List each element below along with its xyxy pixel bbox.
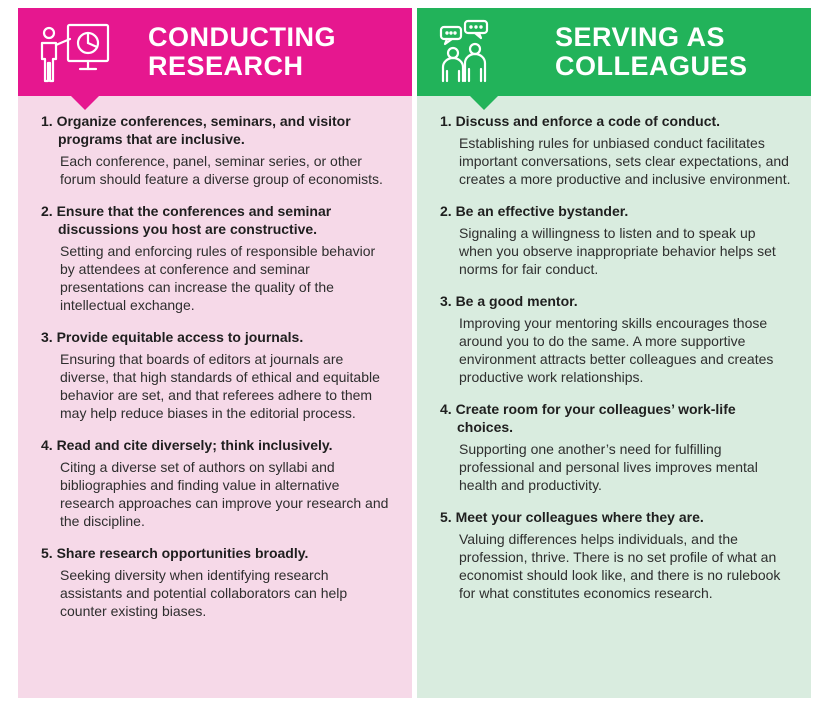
serving-as-colleagues-panel [417, 8, 811, 698]
list-item [18, 112, 412, 188]
item-description: Setting and enforcing rules of responsible behavior by attendees at conference and seminar presentations can increase the quality of the intellectual exchange. [60, 243, 376, 313]
conducting-research-list [18, 96, 412, 698]
item-title: 4. Create room for your colleagues’ work-life choices. [440, 401, 736, 435]
item-title: 1. Discuss and enforce a code of conduct. [440, 113, 721, 129]
list-item [417, 202, 811, 278]
conducting-research-header [18, 8, 412, 96]
list-item [417, 400, 811, 494]
item-description: Signaling a willingness to listen and to speak up when you observe inappropriate behavior helps set norms for fair conduct. [459, 225, 776, 277]
item-description: Improving your mentoring skills encourages those around you to do the same. A more supportive environment attracts better colleagues and creates productive work relationships. [459, 315, 774, 385]
item-description: Valuing differences helps individuals, and the profession, thrive. There is no set profile of what an economist should look like, and there is no rulebook for what constitutes economics research. [459, 531, 781, 601]
item-title: 2. Ensure that the conferences and seminar discussions you host are constructive. [41, 203, 332, 237]
serving-as-colleagues-title [555, 23, 748, 81]
item-title: 4. Read and cite diversely; think inclusively. [41, 437, 333, 453]
list-item [417, 292, 811, 386]
list-item [417, 508, 811, 602]
item-description: Each conference, panel, seminar series, or other forum should feature a diverse group of economists. [60, 153, 383, 187]
header-pointer [70, 95, 100, 110]
header-pointer [469, 95, 499, 110]
item-title: 3. Be a good mentor. [440, 293, 578, 309]
item-description: Supporting one another’s need for fulfilling professional and personal lives improves mental health and productivity. [459, 441, 758, 493]
colleagues-chat-icon [435, 19, 513, 85]
serving-as-colleagues-header [417, 8, 811, 96]
item-title: 5. Share research opportunities broadly. [41, 545, 309, 561]
title-line-1: CONDUCTING [148, 22, 336, 52]
title-line-2: RESEARCH [148, 51, 304, 81]
item-title: 5. Meet your colleagues where they are. [440, 509, 704, 525]
title-line-2: COLLEAGUES [555, 51, 748, 81]
presentation-chart-icon [36, 19, 114, 85]
list-item [417, 112, 811, 188]
item-title: 2. Be an effective bystander. [440, 203, 629, 219]
conducting-research-title [148, 23, 336, 81]
serving-as-colleagues-list [417, 96, 811, 698]
list-item [18, 328, 412, 422]
item-title: 1. Organize conferences, seminars, and visitor programs that are inclusive. [41, 113, 351, 147]
item-description: Citing a diverse set of authors on syllabi and bibliographies and finding value in alternative research approaches can improve your research and the discipline. [60, 459, 389, 529]
item-description: Establishing rules for unbiased conduct facilitates important conversations, sets clear expectations, and creates a more productive and inclusive environment. [459, 135, 791, 187]
item-description: Ensuring that boards of editors at journals are diverse, that high standards of ethical and equitable behavior are set, and that referees adhere to them may help reduce biases in the editorial process. [60, 351, 380, 421]
list-item [18, 544, 412, 620]
list-item [18, 436, 412, 530]
item-title: 3. Provide equitable access to journals. [41, 329, 304, 345]
title-line-1: SERVING AS [555, 22, 726, 52]
conducting-research-panel [18, 8, 412, 698]
item-description: Seeking diversity when identifying research assistants and potential collaborators can help counter existing biases. [60, 567, 348, 619]
list-item [18, 202, 412, 314]
